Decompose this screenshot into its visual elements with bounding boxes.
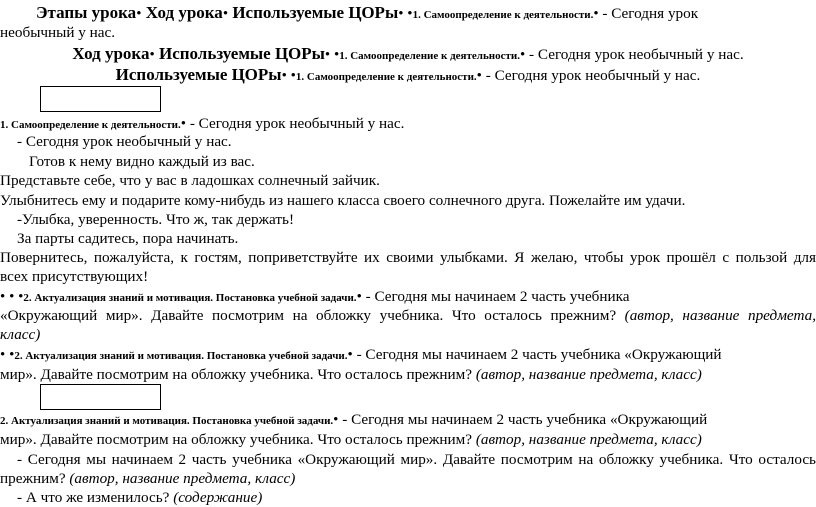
line-17: • •2. Актуализация знаний и мотивация. Постановка учебной задачи.• - Сегодня мы начинаем 2 часть учебника «Окружающий bbox=[0, 346, 722, 363]
line-11: За парты садитесь, пора начинать. bbox=[17, 230, 239, 247]
line-13: всех присутствующих! bbox=[0, 268, 149, 285]
line-8: Представьте себе, что у вас в ладошках солнечный зайчик. bbox=[0, 172, 380, 189]
line-21: - Сегодня мы начинаем 2 часть учебника «Окружающий мир». Давайте посмотрим на обложку учебника. Что осталось bbox=[17, 451, 816, 468]
line-10: -Улыбка, уверенность. Что ж, так держать! bbox=[17, 211, 295, 228]
line-4: Используемые ЦОРы• •1. Самоопределение к деятельности.• - Сегодня урок необычный у нас. bbox=[115, 65, 701, 84]
line-18: мир». Давайте посмотрим на обложку учебника. Что осталось прежним? (автор, название предмета, класс) bbox=[0, 366, 702, 383]
line-14: • • •2. Актуализация знаний и мотивация. Постановка учебной задачи.• - Сегодня мы начинаем 2 часть учебника bbox=[0, 288, 630, 305]
line-5: 1. Самоопределение к деятельности.• - Сегодня урок необычный у нас. bbox=[0, 115, 405, 132]
line-19: 2. Актуализация знаний и мотивация. Постановка учебной задачи.• - Сегодня мы начинаем 2 часть учебника «Окружающий bbox=[0, 411, 708, 428]
line-16: класс) bbox=[0, 326, 41, 343]
line-23: - А что же изменилось? (содержание) bbox=[17, 489, 263, 506]
line-20: мир». Давайте посмотрим на обложку учебника. Что осталось прежним? (автор, название предмета, класс) bbox=[0, 431, 702, 448]
line-3: Ход урока• Используемые ЦОРы• •1. Самоопределение к деятельности.• - Сегодня урок необычный у нас. bbox=[72, 44, 744, 63]
line-15: «Окружающий мир». Давайте посмотрим на обложку учебника. Что осталось прежним? (автор, название предмета, bbox=[0, 307, 816, 324]
line-7: Готов к нему видно каждый из вас. bbox=[29, 153, 255, 170]
line-9: Улыбнитесь ему и подарите кому-нибудь из нашего класса своего солнечного друга. Пожелайте им удачи. bbox=[0, 192, 686, 209]
line-1: Этапы урока• Ход урока• Используемые ЦОРы• •1. Самоопределение к деятельности.• - Сегодня урок bbox=[36, 3, 699, 22]
line-12: Повернитесь, пожалуйста, к гостям, поприветствуйте их своими улыбками. Я желаю, чтобы урок прошёл с пользой для bbox=[0, 249, 816, 266]
line-6: - Сегодня урок необычный у нас. bbox=[17, 133, 232, 150]
line-22: прежним? (автор, название предмета, класс) bbox=[0, 470, 296, 487]
image-placeholder bbox=[40, 384, 161, 410]
line-2: необычный у нас. bbox=[0, 24, 116, 41]
image-placeholder bbox=[40, 86, 161, 112]
